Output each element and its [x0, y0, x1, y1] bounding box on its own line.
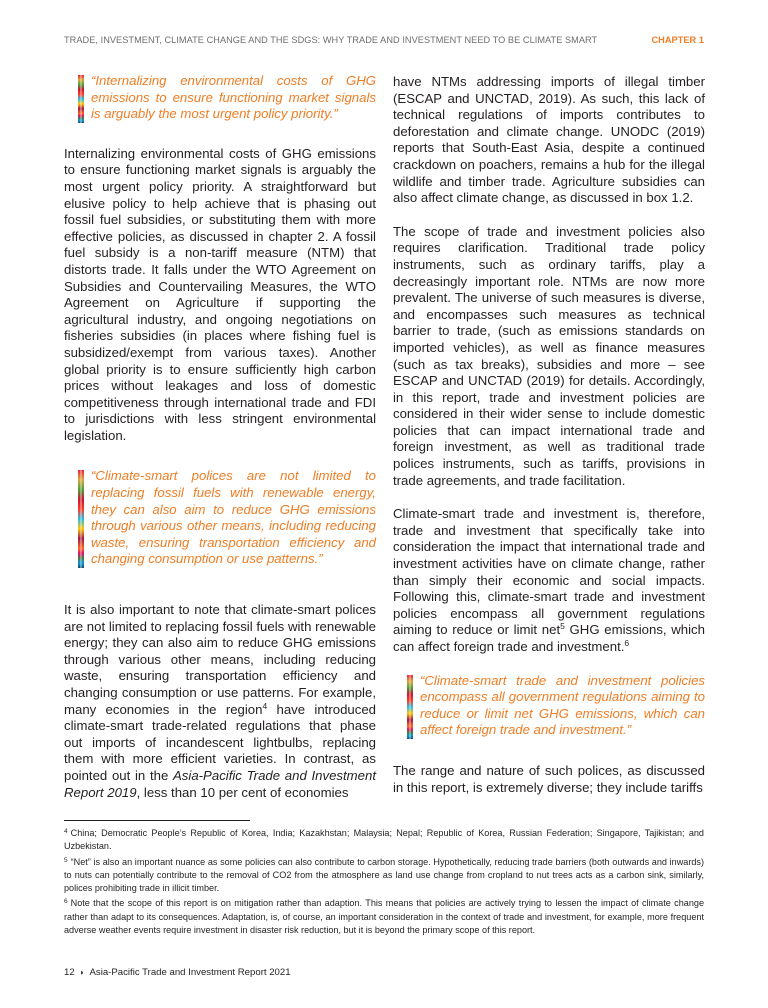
- footnote-number: 5: [64, 856, 68, 864]
- report-title: Asia-Pacific Trade and Investment Report 2019: [64, 767, 376, 800]
- footnotes: [64, 825, 704, 937]
- footnote-ref[interactable]: 4: [262, 700, 268, 711]
- pull-quote-3: [393, 673, 705, 739]
- paragraph-text: It is also important to note that climate-smart polices are not limited to replacing fossil fuels with renewable energy; they can also aim to reduce GHG emissions through various other means, including reducing waste, ensuring transportation efficiency and changing consumption or use patterns. For example, many economies in the region: [64, 602, 376, 717]
- paragraph: The scope of trade and investment policies also requires clarification. Traditional trade policy instruments, such as ordinary tariffs, play a decreasingly important role. NTMs are now more prevalent. The universe of such measures is diverse, and encompasses such measures as technical barrier to trade, (such as emissions standards on imported vehicles), as well as finance measures (such as tax breaks), subsidies and more – see ESCAP and UNCTAD (2019) for details. Accordingly, in this report, trade and investment policies are considered in their wider sense to include domestic policies that can impact international trade and foreign investment, as well as traditional trade polices instruments, such as tariffs, provisions in trade agreements, and trade facilitation.: [393, 223, 705, 488]
- page-footer: [64, 967, 291, 978]
- paragraph: [64, 602, 376, 801]
- paragraph: [393, 506, 705, 655]
- paragraph-text: Climate-smart trade and investment is, therefore, trade and investment that specifically take into consideration the impact that international trade and investment activities have on climate change, rather than simply their economic and social impacts. Following this, climate-smart trade and investment policies encompass all government regulations aiming to reduce or limit net: [393, 506, 705, 638]
- pull-quote-text: “Internalizing environmental costs of GHG emissions to ensure functioning market signals is arguably the most urgent policy priority.”: [91, 73, 376, 122]
- footnote-divider: [64, 820, 250, 821]
- arrow-icon: ◗: [79, 968, 85, 977]
- pull-quote-text: “Climate-smart trade and investment policies encompass all government regulations aiming to reduce or limit net GHG emissions, which can affect foreign trade and investment.”: [420, 672, 705, 738]
- sdg-color-bar: [407, 675, 413, 739]
- footnote-6: [64, 895, 704, 937]
- running-header: [64, 35, 704, 45]
- footnote-number: 4: [64, 828, 68, 835]
- paragraph: have NTMs addressing imports of illegal timber (ESCAP and UNCTAD, 2019). As such, this lack of technical regulations of imports contributes to deforestation and climate change. UNODC (2019) reports that South-East Asia, despite a continued crackdown on poachers, remains a hub for the illegal wildlife and timber trade. Agriculture subsidies can also affect climate change, as discussed in box 1.2.: [393, 74, 705, 206]
- pull-quote-2: [64, 468, 376, 568]
- footnote-number: 6: [64, 898, 68, 906]
- footnote-text: China; Democratic People’s Republic of Korea, India; Kazakhstan; Malaysia; Nepal; Republic of Korea, Russian Federation; Singapore, Tajikistan; and Uzbekistan.: [64, 828, 704, 852]
- running-title: TRADE, INVESTMENT, CLIMATE CHANGE AND THE SDGS: WHY TRADE AND INVESTMENT NEED TO BE CLIMATE SMART: [64, 35, 598, 45]
- pull-quote-1: [64, 73, 376, 123]
- page-number: 12: [64, 967, 75, 978]
- footnote-ref[interactable]: 6: [624, 638, 630, 648]
- footnote-text: Note that the scope of this report is on mitigation rather than adaption. This means that policies are actively trying to lessen the impact of climate change rather than adapt to its consequences. Adaptation, is, of course, an important consideration in the context of trade and investment, for example, more frequent adverse weather events require investment in disaster risk reduction, but it is beyond the primary scope of this report.: [64, 898, 704, 936]
- publication-title: Asia-Pacific Trade and Investment Report 2021: [89, 967, 291, 978]
- paragraph: Internalizing environmental costs of GHG emissions to ensure functioning market signals is arguably the most urgent policy priority. A straightforward but elusive policy to help achieve that is phasing out fossil fuel subsidies, or substituting them with more effective policies, as discussed in chapter 2. A fossil fuel subsidy is a non-tariff measure (NTM) that distorts trade. It falls under the WTO Agreement on Subsidies and Countervailing Measures, the WTO Agreement on Agriculture if supporting the agricultural industry, and ongoing negotiations on fisheries subsidies (in places where fishing fuel is subsidized/exempt from various taxes). Another global priority is to ensure sufficiently high carbon prices without leakages and loss of domestic competitiveness through international trade and FDI to jurisdictions with less stringent environmental legislation.: [64, 145, 376, 443]
- sdg-color-bar: [78, 75, 84, 123]
- pull-quote-text: “Climate-smart polices are not limited to replacing fossil fuels with renewable energy, they can also aim to reduce GHG emissions through various other means, including reducing waste, ensuring transportation efficiency and changing consumption or use patterns.”: [91, 468, 376, 567]
- paragraph-text: , less than 10 per cent of economies: [136, 784, 349, 800]
- footnote-text: “Net” is also an important nuance as some policies can also contribute to carbon storage. Hypothetically, reducing trade barriers (both outwards and inwards) to nuts can potentially contribute to the removal of CO2 from the atmosphere as land use change from cropland to nut trees acts as a carbon sink, similarly, polices prohibiting trade in illicit timber.: [64, 856, 704, 894]
- chapter-label: CHAPTER 1: [651, 35, 704, 45]
- paragraph-text: have introduced climate-smart trade-related regulations that phase out imports of incandescent lightbulbs, replacing them with more efficient varieties. In contrast, as pointed out in the: [64, 701, 376, 783]
- left-column: [64, 71, 376, 801]
- footnote-5: [64, 854, 704, 896]
- paragraph: The range and nature of such polices, as discussed in this report, is extremely diverse; they include tariffs: [393, 762, 705, 795]
- right-column: [393, 71, 705, 796]
- footnote-ref[interactable]: 5: [560, 621, 565, 632]
- sdg-color-bar: [78, 470, 84, 568]
- paragraph-text: GHG emissions, which can affect foreign trade and investment.: [393, 622, 705, 654]
- footnote-4: [64, 825, 704, 854]
